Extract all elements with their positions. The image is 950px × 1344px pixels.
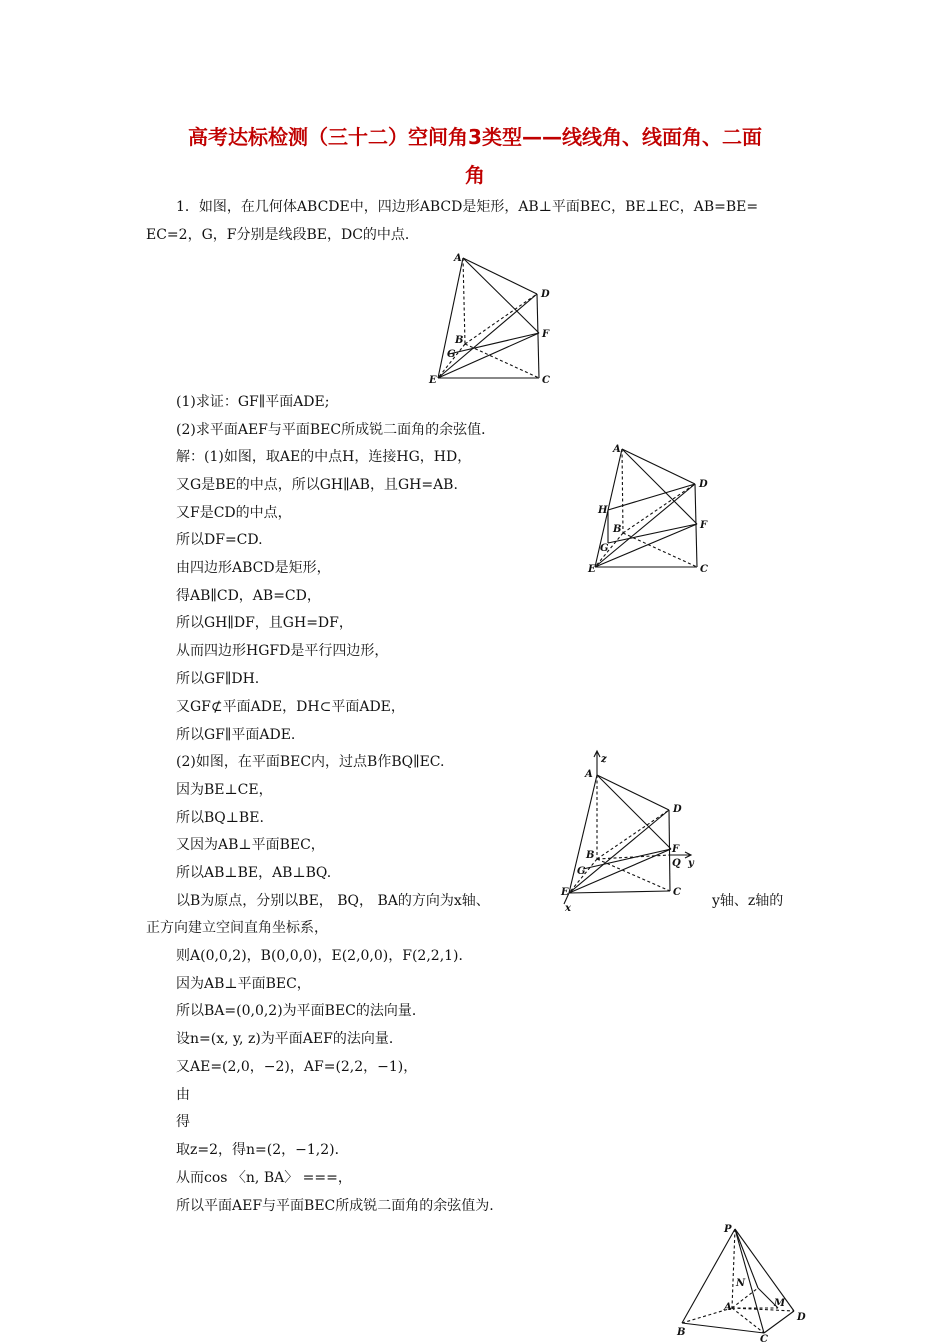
fig1-label-a: A — [454, 253, 462, 264]
fig2-label-e: E — [588, 564, 596, 575]
fig2-label-c: C — [700, 564, 708, 575]
fig2-label-a: A — [613, 444, 621, 455]
fig2-label-g: G — [600, 543, 609, 554]
fig4-label-m: M — [774, 1298, 786, 1309]
figure-2-diagram — [582, 440, 717, 577]
text-line-2: (2)求平面AEF与平面BEC所成锐二面角的余弦值． — [176, 422, 496, 438]
text-line-20: 正方向建立空间直角坐标系， — [146, 920, 328, 936]
text-line-16: 所以BQ⊥BE. — [176, 810, 264, 826]
fig1-label-f: F — [542, 329, 550, 340]
figure-3-diagram — [556, 748, 706, 914]
page-title — [140, 118, 810, 194]
text-line-13: 所以GF∥平面ADE. — [176, 727, 296, 743]
text-line-7: 由四边形ABCD是矩形， — [176, 560, 331, 576]
figure-1-diagram — [425, 250, 560, 385]
fig1-label-d: D — [541, 289, 550, 300]
text-line-6: 所以DF=CD. — [176, 532, 263, 548]
text-line-17: 又因为AB⊥平面BEC， — [176, 837, 325, 853]
title-line-2: 角 — [465, 163, 485, 187]
text-line-9: 所以GH∥DF，且GH=DF， — [176, 615, 353, 631]
text-line-11: 所以GF∥DH. — [176, 671, 260, 687]
fig3-label-f: F — [672, 844, 680, 855]
text-line-4: 又G是BE的中点，所以GH∥AB，且GH=AB. — [176, 477, 458, 493]
fig2-label-f: F — [700, 520, 708, 531]
fig4-label-a: A — [724, 1302, 732, 1313]
text-line-23: 所以BA=(0,0,2)为平面BEC的法向量． — [176, 1003, 426, 1019]
text-line-19b: y轴、z轴的 — [712, 893, 784, 909]
fig4-label-n: N — [736, 1278, 746, 1289]
fig3-label-e: E — [561, 887, 569, 898]
fig1-label-e: E — [429, 375, 437, 386]
fig3-label-b: B — [586, 850, 595, 861]
fig3-label-x: x — [565, 903, 571, 914]
text-line-1: (1)求证：GF∥平面ADE; — [176, 394, 330, 410]
text-line-3: 解：(1)如图，取AE的中点H，连接HG，HD， — [176, 449, 472, 465]
text-line-19: 以B为原点，分别以BE， BQ， BA的方向为x轴、 — [176, 893, 490, 909]
fig2-label-d: D — [699, 479, 708, 490]
fig3-label-z: z — [601, 754, 607, 765]
text-line-15: 因为BE⊥CE， — [176, 782, 273, 798]
text-line-18: 所以AB⊥BE，AB⊥BQ. — [176, 865, 332, 881]
text-line-27: 得 — [176, 1114, 190, 1130]
text-line-30: 所以平面AEF与平面BEC所成锐二面角的余弦值为. — [176, 1198, 494, 1214]
fig3-label-q: Q — [672, 858, 681, 869]
text-line-14: (2)如图，在平面BEC内，过点B作BQ∥EC. — [176, 754, 445, 770]
fig3-label-d: D — [673, 804, 682, 815]
text-line-25: 又AE=(2,0，−2)，AF=(2,2，−1)， — [176, 1059, 418, 1075]
fig1-label-b: B — [455, 335, 464, 346]
text-line-22: 因为AB⊥平面BEC， — [176, 976, 311, 992]
fig1-label-g: G — [447, 349, 456, 360]
fig3-label-a: A — [585, 769, 593, 780]
text-line-24: 设n=(x, y, z)为平面AEF的法向量． — [176, 1031, 403, 1047]
fig3-label-y: y — [688, 858, 694, 869]
fig2-label-b: B — [613, 524, 622, 535]
fig2-label-h: H — [598, 505, 608, 516]
fig4-label-b: B — [677, 1327, 686, 1338]
fig1-label-c: C — [542, 375, 550, 386]
fig3-label-c: C — [673, 887, 681, 898]
problem-line-2: EC=2，G，F分别是线段BE，DC的中点． — [146, 227, 419, 243]
text-line-8: 得AB∥CD，AB=CD， — [176, 588, 321, 604]
title-line-1: 高考达标检测（三十二）空间角3类型——线线角、线面角、二面 — [188, 125, 762, 149]
fig3-label-g: G — [577, 866, 586, 877]
fig4-label-c: C — [760, 1334, 768, 1344]
text-line-21: 则A(0,0,2)，B(0,0,0)，E(2,0,0)，F(2,2,1)． — [176, 948, 473, 964]
text-line-12: 又GF⊄平面ADE，DH⊂平面ADE， — [176, 699, 405, 715]
text-line-28: 取z=2，得n=(2，−1,2)． — [176, 1142, 349, 1158]
problem-line-1: 1．如图，在几何体ABCDE中，四边形ABCD是矩形，AB⊥平面BEC，BE⊥EC，AB=BE= — [176, 199, 759, 215]
text-line-26: 由 — [176, 1087, 190, 1103]
fig4-label-p: P — [724, 1224, 732, 1235]
text-line-10: 从而四边形HGFD是平行四边形， — [176, 643, 389, 659]
text-line-29: 从而cos 〈n, BA〉 ===， — [176, 1170, 352, 1186]
fig4-label-d: D — [797, 1312, 806, 1323]
text-line-5: 又F是CD的中点， — [176, 505, 292, 521]
figure-4-diagram — [672, 1220, 814, 1344]
